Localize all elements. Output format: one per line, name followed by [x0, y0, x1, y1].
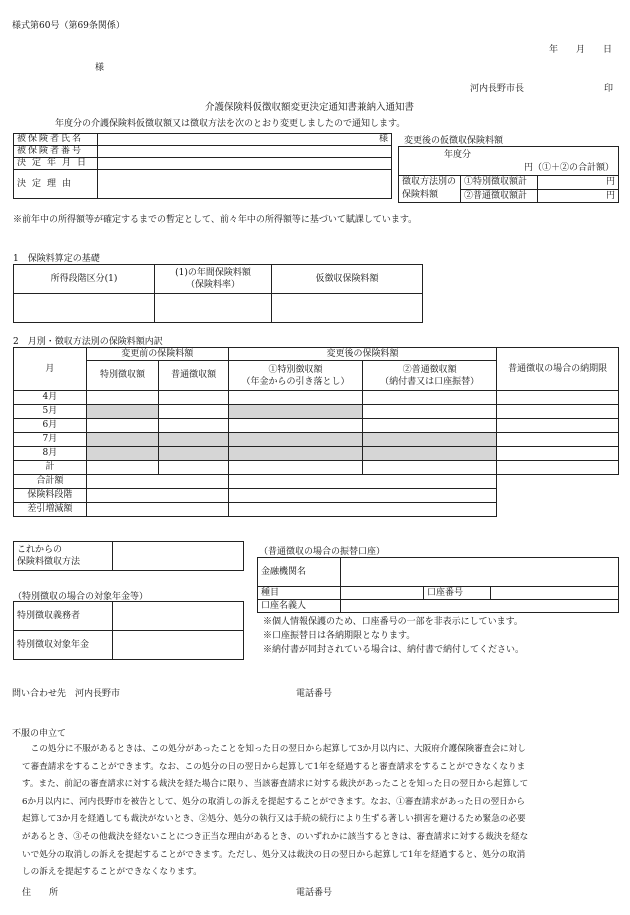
- empty: [497, 503, 619, 517]
- after-special-header: [228, 361, 362, 391]
- decision-reason-label: 決定理由: [14, 170, 98, 199]
- decision-date-label: 決定年月日: [14, 158, 98, 170]
- future-method-value: [113, 542, 244, 571]
- premium-rate-label: （保険料率）: [185, 280, 240, 290]
- pension-payer-label: 特別徴収義務者: [14, 602, 113, 631]
- total-row-label: 合計額: [14, 475, 87, 489]
- after-normal-header: [363, 361, 497, 391]
- cell: [497, 461, 619, 475]
- before-special-header: 特別徴収額: [86, 361, 159, 391]
- insured-info-table: [13, 133, 392, 199]
- pension-table: [13, 601, 244, 660]
- cell: [86, 461, 159, 475]
- bank-note-3: ※納付書が同封されている場合は、納付書で納付してください。: [263, 645, 525, 655]
- month-row-label: 8月: [14, 447, 87, 461]
- changed-provisional-table: [398, 146, 619, 203]
- shaded-cell: [86, 447, 159, 461]
- cell: [159, 419, 229, 433]
- decision-reason-value: [98, 170, 392, 199]
- appeal-line: しの訴えを提起することができなくなります。: [22, 867, 202, 878]
- appeal-line: て審査請求をすることができます。なお、この処分の日の翌日から起算して1年を経過すると審査請求をすることができなくなりま: [22, 761, 526, 772]
- issuer-name: 河内長野市長: [470, 84, 525, 94]
- page-title: 介護保険料仮徴収額変更決定通知書兼納入通知書: [205, 102, 415, 113]
- intro-text: 年度分の介護保険料仮徴収額又は徴収方法を次のとおり変更しましたので通知します。: [55, 119, 406, 129]
- cell: [228, 489, 496, 503]
- income-stage-header: 所得段階区分(1): [14, 265, 155, 294]
- calc-basis-table: [13, 264, 423, 323]
- shaded-cell: [159, 447, 229, 461]
- future-method-table: [13, 541, 244, 571]
- insured-name-label: 被保険者氏名: [14, 134, 98, 146]
- normal-total-yen: 円: [538, 189, 619, 203]
- deadline-header: 普通徴収の場合の納期限: [497, 348, 619, 391]
- empty: [497, 475, 619, 489]
- fiscal-year-label: 年度分: [444, 150, 472, 160]
- cell: [228, 391, 362, 405]
- total-cell: [399, 147, 619, 176]
- total-amount-label: 円（①＋②の合計額）: [523, 163, 614, 173]
- cell: [86, 419, 159, 433]
- future-method-line2: 保険料徴収方法: [17, 557, 81, 567]
- before-normal-header: 普通徴収額: [159, 361, 229, 391]
- cell: [363, 391, 497, 405]
- cell: [159, 405, 229, 419]
- bank-account-table: [257, 557, 619, 613]
- cell: [497, 433, 619, 447]
- after-special-label: ①特別徴収額: [268, 364, 323, 375]
- institution-label: 金融機関名: [258, 558, 341, 587]
- provisional-premium-header: 仮徴収保険料額: [272, 265, 423, 294]
- after-normal-label: ②普通徴収額: [402, 364, 457, 375]
- cell: [497, 447, 619, 461]
- special-total-yen: 円: [538, 176, 619, 190]
- after-change-header: 変更後の保険料額: [228, 348, 496, 361]
- cell: [497, 419, 619, 433]
- institution-value: [341, 558, 619, 587]
- account-number-value: [491, 587, 619, 600]
- month-row-label: 5月: [14, 405, 87, 419]
- annual-premium-header: [155, 265, 272, 294]
- provisional-premium-value: [272, 294, 423, 323]
- after-normal-sub: （納付書又は口座振替）: [380, 376, 480, 387]
- section2-title: 2 月別・徴収方法別の保険料額内訳: [13, 337, 163, 347]
- cell: [228, 503, 496, 517]
- account-type-label: 種目: [258, 587, 341, 600]
- cell: [86, 391, 159, 405]
- appeal-line: いで処分の取消しの訴えを提起することができます。ただし、処分又は裁決の日の翌日から起算して1年を経過すると、処分の取消: [22, 849, 526, 860]
- section1-title: 1 保険料算定の基礎: [13, 254, 100, 264]
- form-number: 様式第60号（第69条関係）: [12, 21, 125, 31]
- appeal-line: す。また、前記の審査請求に対する裁決を経た場合に限り、当該審査請求に対する裁決があったことを知った日の翌日から起算して: [22, 779, 529, 790]
- annual-premium-value: [155, 294, 272, 323]
- cell: [497, 391, 619, 405]
- pension-target-label: 特別徴収対象年金: [14, 631, 113, 660]
- shaded-cell: [159, 433, 229, 447]
- account-type-value: [341, 587, 424, 600]
- monthly-breakdown-table: [13, 347, 619, 517]
- pension-target-value: [113, 631, 244, 660]
- account-holder-label: 口座名義人: [258, 600, 341, 613]
- contact-phone-label: 電話番号: [296, 689, 333, 699]
- bank-title: （普通徴収の場合の振替口座）: [259, 547, 386, 557]
- shaded-cell: [86, 433, 159, 447]
- cell: [159, 461, 229, 475]
- appeal-line: 6か月以内に、河内長野市を被告として、処分の取消しの訴えを提起することができます。なお、①審査請求があった日の翌日から: [22, 796, 525, 807]
- address-label: 住 所: [22, 888, 59, 898]
- cell: [86, 503, 228, 517]
- cell: [497, 405, 619, 419]
- shaded-cell: [228, 447, 362, 461]
- method-amount-label: 徴収方法別の保険料額: [399, 176, 461, 203]
- shaded-cell: [86, 405, 159, 419]
- month-header: 月: [14, 348, 87, 391]
- appeal-phone-label: 電話番号: [296, 888, 333, 898]
- before-change-header: 変更前の保険料額: [86, 348, 228, 361]
- bank-note-2: ※口座振替日は各納期限となります。: [263, 631, 416, 641]
- month-row-label: 4月: [14, 391, 87, 405]
- account-holder-value: [341, 600, 619, 613]
- cell: [363, 419, 497, 433]
- cell: [363, 405, 497, 419]
- seal-mark: 印: [604, 84, 614, 94]
- diff-row-label: 差引増減額: [14, 503, 87, 517]
- income-stage-value: [14, 294, 155, 323]
- shaded-cell: [363, 433, 497, 447]
- appeal-line: この処分に不服があるときは、この処分があったことを知った日の翌日から起算して3か月以内に、大阪府介護保険審査会に対し: [22, 744, 526, 754]
- shaded-cell: [228, 433, 362, 447]
- future-method-label: [14, 542, 113, 571]
- empty: [497, 489, 619, 503]
- month-row-label: 6月: [14, 419, 87, 433]
- cell: [159, 391, 229, 405]
- cell: [86, 489, 228, 503]
- cell: [228, 461, 362, 475]
- bank-note-1: ※個人情報保護のため、口座番号の一部を非表示にしています。: [263, 617, 523, 627]
- issue-date: 年 月 日: [549, 45, 613, 55]
- shaded-cell: [228, 405, 362, 419]
- changed-provisional-title: 変更後の仮徴収保険料額: [404, 136, 504, 146]
- special-total-label: ①特別徴収額計: [461, 176, 538, 190]
- after-special-sub: （年金からの引き落とし）: [241, 376, 350, 387]
- cell: [228, 419, 362, 433]
- shaded-cell: [363, 447, 497, 461]
- insured-number-value: [98, 146, 392, 158]
- month-row-label: 7月: [14, 433, 87, 447]
- sum-row-label: 計: [14, 461, 87, 475]
- account-number-label: 口座番号: [424, 587, 491, 600]
- contact-label: 問い合わせ先 河内長野市: [12, 689, 121, 699]
- cell: [86, 475, 228, 489]
- decision-date-value: [98, 158, 392, 170]
- pension-payer-value: [113, 602, 244, 631]
- appeal-line: があるとき、③その他裁決を経ないことにつき正当な理由があるとき、のいずれかに該当するときは、審査請求に対する裁決を経な: [22, 831, 529, 842]
- insured-number-label: 被保険者番号: [14, 146, 98, 158]
- stage-row-label: 保険料段階: [14, 489, 87, 503]
- appeal-body: [22, 741, 528, 882]
- appeal-title: 不服の申立て: [12, 729, 67, 739]
- cell: [363, 461, 497, 475]
- provisional-note: ※前年中の所得額等が確定するまでの暫定として、前々年中の所得額等に基づいて賦課しています。: [13, 215, 418, 225]
- future-method-line1: これからの: [17, 545, 63, 555]
- insured-name-value: 様: [98, 134, 392, 146]
- cell: [228, 475, 496, 489]
- appeal-line: 起算して3か月を経過しても裁決がないとき、②処分、処分の執行又は手続の続行により生ずる著しい損害を避けるため緊急の必要: [22, 814, 526, 825]
- pension-title: （特別徴収の場合の対象年金等）: [13, 592, 149, 602]
- addressee-suffix: 様: [95, 63, 105, 73]
- annual-premium-label: (1)の年間保険料額: [175, 268, 251, 278]
- normal-total-label: ②普通徴収額計: [461, 189, 538, 203]
